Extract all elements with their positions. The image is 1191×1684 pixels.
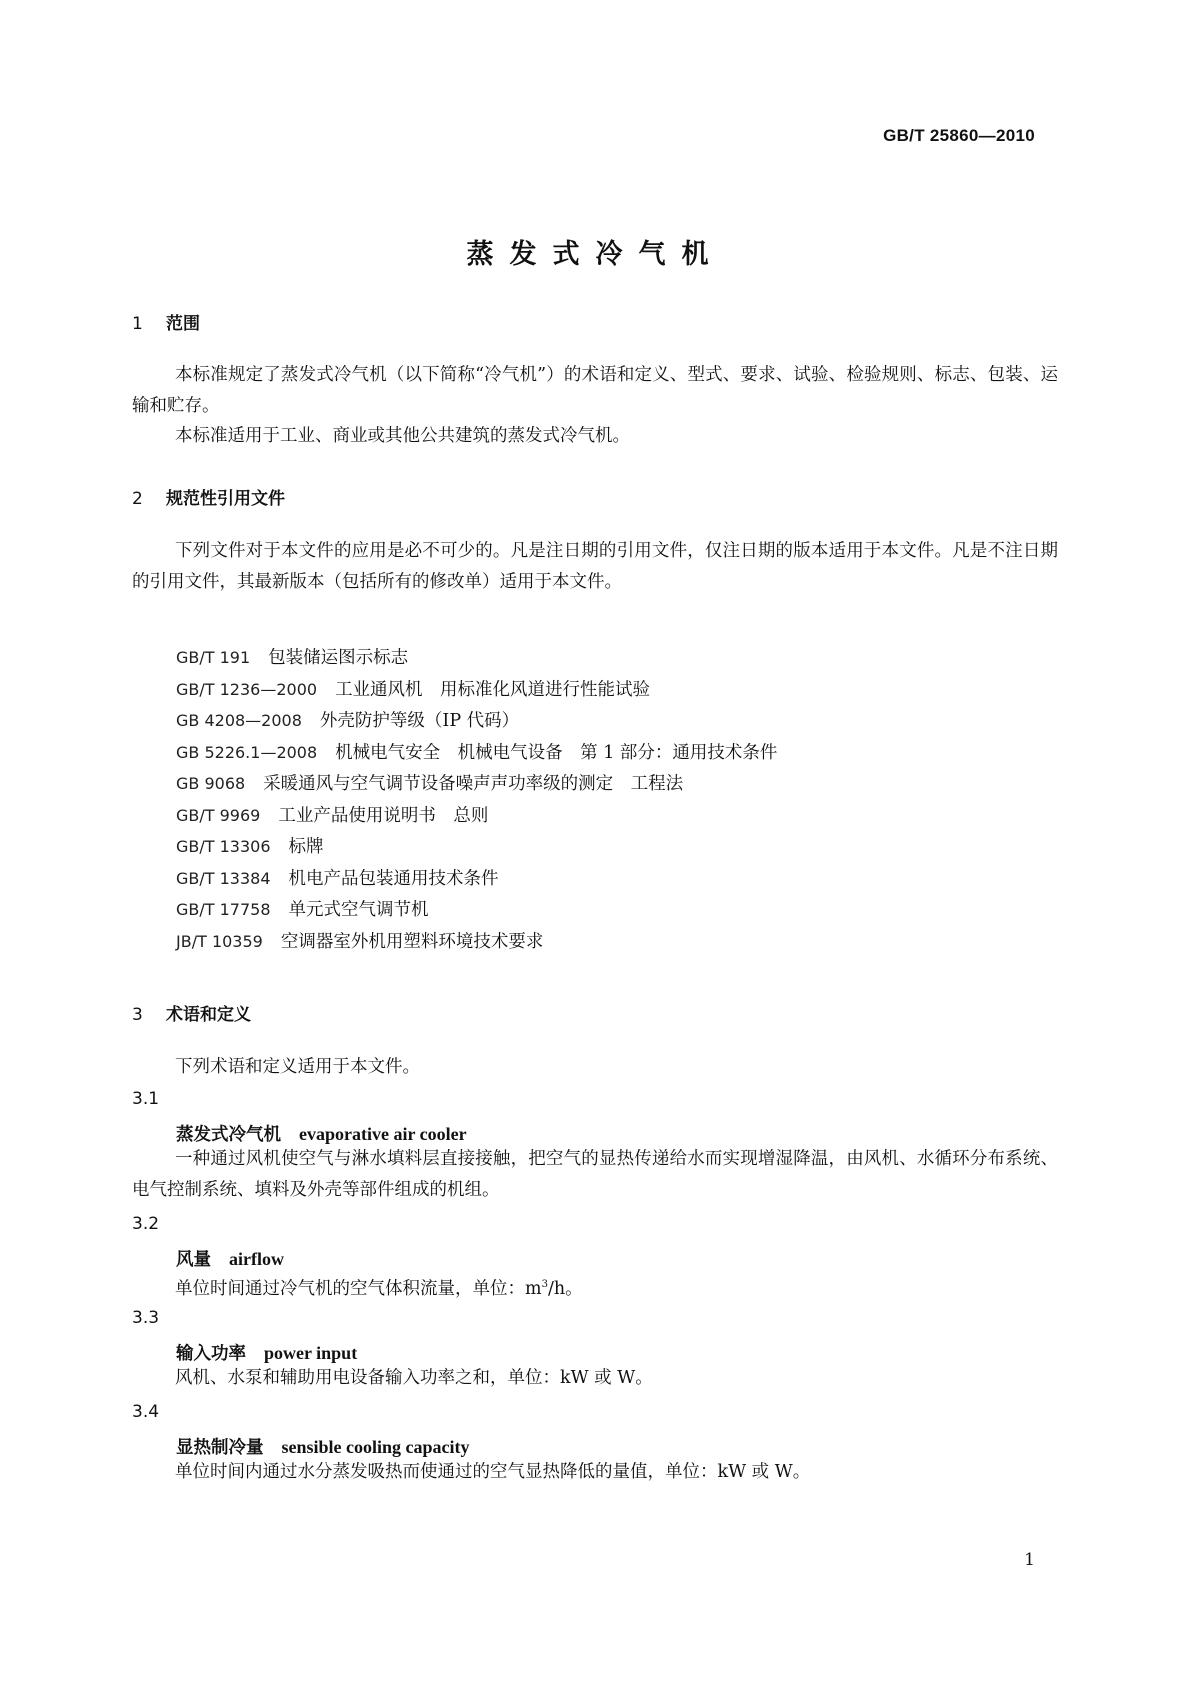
reference-title: 标牌 xyxy=(288,837,324,857)
term-heading xyxy=(176,1434,470,1459)
reference-item xyxy=(176,768,777,800)
reference-title: 包装储运图示标志 xyxy=(268,648,409,668)
section-heading-scope xyxy=(132,309,200,334)
reference-title: 单元式空气调节机 xyxy=(288,900,429,920)
superscript-exponent: 3 xyxy=(541,1279,548,1290)
term-chinese: 输入功率 xyxy=(176,1344,246,1364)
reference-title: 机电产品包装通用技术条件 xyxy=(288,868,499,889)
term-definition xyxy=(132,1269,1058,1305)
scope-paragraph-2: 本标准适用于工业、商业或其他公共建筑的蒸发式冷气机。 xyxy=(175,426,630,446)
section-title: 术语和定义 xyxy=(166,1005,251,1025)
term-chinese: 显热制冷量 xyxy=(176,1438,264,1458)
reference-item xyxy=(176,926,777,958)
term-definition: 单位时间内通过水分蒸发吸热而使通过的空气显热降低的量值，单位：kW 或 W。 xyxy=(175,1462,811,1482)
term-english: sensible cooling capacity xyxy=(281,1437,470,1457)
reference-item xyxy=(176,737,777,769)
reference-code: GB 4208—2008 xyxy=(176,711,302,730)
reference-list xyxy=(176,642,777,957)
reference-code: GB/T 191 xyxy=(176,648,251,667)
term-number: 3.3 xyxy=(132,1308,160,1328)
reference-item xyxy=(176,863,777,895)
reference-code: GB/T 13384 xyxy=(176,868,271,888)
reference-code: GB 5226.1—2008 xyxy=(176,742,318,762)
reference-item xyxy=(176,894,777,926)
references-intro: 下列文件对于本文件的应用是必不可少的。凡是注日期的引用文件，仅注日期的版本适用于本文件。凡是不注日期的引用文件，其最新版本（包括所有的修改单）适用于本文件。 xyxy=(132,541,1058,592)
reference-code: GB/T 13306 xyxy=(176,837,271,856)
term-number: 3.1 xyxy=(132,1089,160,1109)
term-number: 3.2 xyxy=(132,1214,160,1234)
term-chinese: 风量 xyxy=(176,1250,211,1270)
reference-item xyxy=(176,674,777,706)
section-title: 范围 xyxy=(166,314,200,334)
scope-paragraph-1: 本标准规定了蒸发式冷气机（以下简称“冷气机”）的术语和定义、型式、要求、试验、检验规则、标志、包装、运输和贮存。 xyxy=(132,365,1058,416)
reference-code: JB/T 10359 xyxy=(176,931,263,951)
reference-item xyxy=(176,831,777,863)
reference-title: 工业通风机 用标准化风道进行性能试验 xyxy=(335,679,651,700)
section-title: 规范性引用文件 xyxy=(166,489,285,509)
definition-unit: /h。 xyxy=(547,1278,583,1299)
term-english: evaporative air cooler xyxy=(299,1124,467,1144)
reference-code: GB 9068 xyxy=(176,774,246,793)
reference-item xyxy=(176,705,777,737)
reference-item xyxy=(176,642,777,674)
term-definition: 风机、水泵和辅助用电设备输入功率之和，单位：kW 或 W。 xyxy=(175,1368,653,1388)
reference-title: 外壳防护等级（IP 代码） xyxy=(319,711,520,731)
term-english: airflow xyxy=(229,1249,284,1269)
reference-title: 机械电气安全 机械电气设备 第 1 部分：通用技术条件 xyxy=(335,742,778,763)
section-heading-normative-references xyxy=(132,484,285,509)
term-definition: 一种通过风机使空气与淋水填料层直接接触，把空气的显热传递给水而实现增湿降温，由风机、水循环分布系统、电气控制系统、填料及外壳等部件组成的机组。 xyxy=(132,1149,1058,1200)
section-number: 3 xyxy=(132,1005,143,1025)
terms-intro: 下列术语和定义适用于本文件。 xyxy=(175,1057,420,1077)
section-number: 1 xyxy=(132,314,143,334)
definition-text: 单位时间通过冷气机的空气体积流量，单位：m xyxy=(175,1278,542,1299)
reference-title: 采暖通风与空气调节设备噪声声功率级的测定 工程法 xyxy=(263,774,684,794)
section-number: 2 xyxy=(132,489,143,509)
term-heading xyxy=(176,1121,467,1146)
reference-code: GB/T 9969 xyxy=(176,805,261,825)
reference-code: GB/T 1236—2000 xyxy=(176,679,318,699)
reference-title: 空调器室外机用塑料环境技术要求 xyxy=(280,931,544,952)
term-number: 3.4 xyxy=(132,1402,160,1422)
section-heading-terms xyxy=(132,1000,251,1025)
reference-title: 工业产品使用说明书 总则 xyxy=(278,805,489,826)
page-number: 1 xyxy=(1024,1550,1035,1570)
term-heading xyxy=(176,1246,284,1271)
term-chinese: 蒸发式冷气机 xyxy=(176,1125,281,1145)
document-title: 蒸发式冷气机 xyxy=(466,239,725,270)
term-heading xyxy=(176,1340,357,1365)
reference-item xyxy=(176,800,777,832)
standard-number: GB/T 25860—2010 xyxy=(883,126,1035,145)
reference-code: GB/T 17758 xyxy=(176,900,271,919)
term-english: power input xyxy=(264,1343,358,1363)
